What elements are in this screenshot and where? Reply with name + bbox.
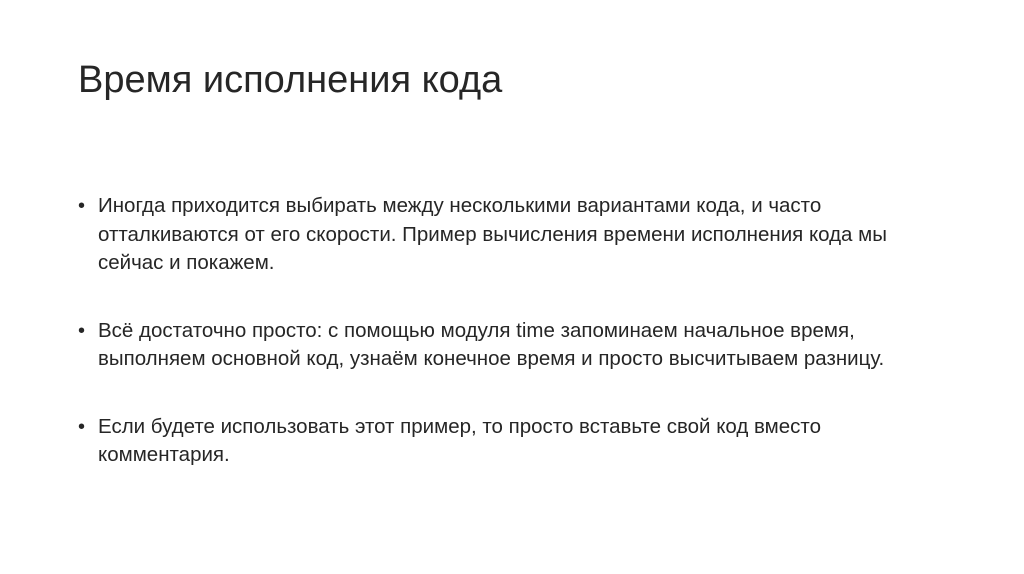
bullet-marker-icon: •: [78, 319, 86, 342]
bullet-marker-icon: •: [78, 195, 86, 217]
bullet-list: [78, 192, 958, 470]
bullet-item: [78, 317, 958, 374]
bullet-text: Если будете использовать этот пример, то просто вставьте свой код вместо комментария.: [98, 414, 821, 466]
bullet-text: Иногда приходится выбирать между несколькими вариантами кода, и часто отталкиваются от его скорости. Пример вычисления времени исполнения кода мы сейчас и покажем.: [98, 194, 887, 274]
slide-title: Время исполнения кода: [78, 59, 503, 101]
bullet-item: [78, 413, 958, 470]
bullet-item: [78, 192, 958, 278]
bullet-text: Всё достаточно просто: с помощью модуля time запоминаем начальное время, выполняем основной код, узнаём конечное время и просто высчитываем разницу.: [98, 318, 885, 370]
bullet-marker-icon: •: [78, 415, 86, 438]
